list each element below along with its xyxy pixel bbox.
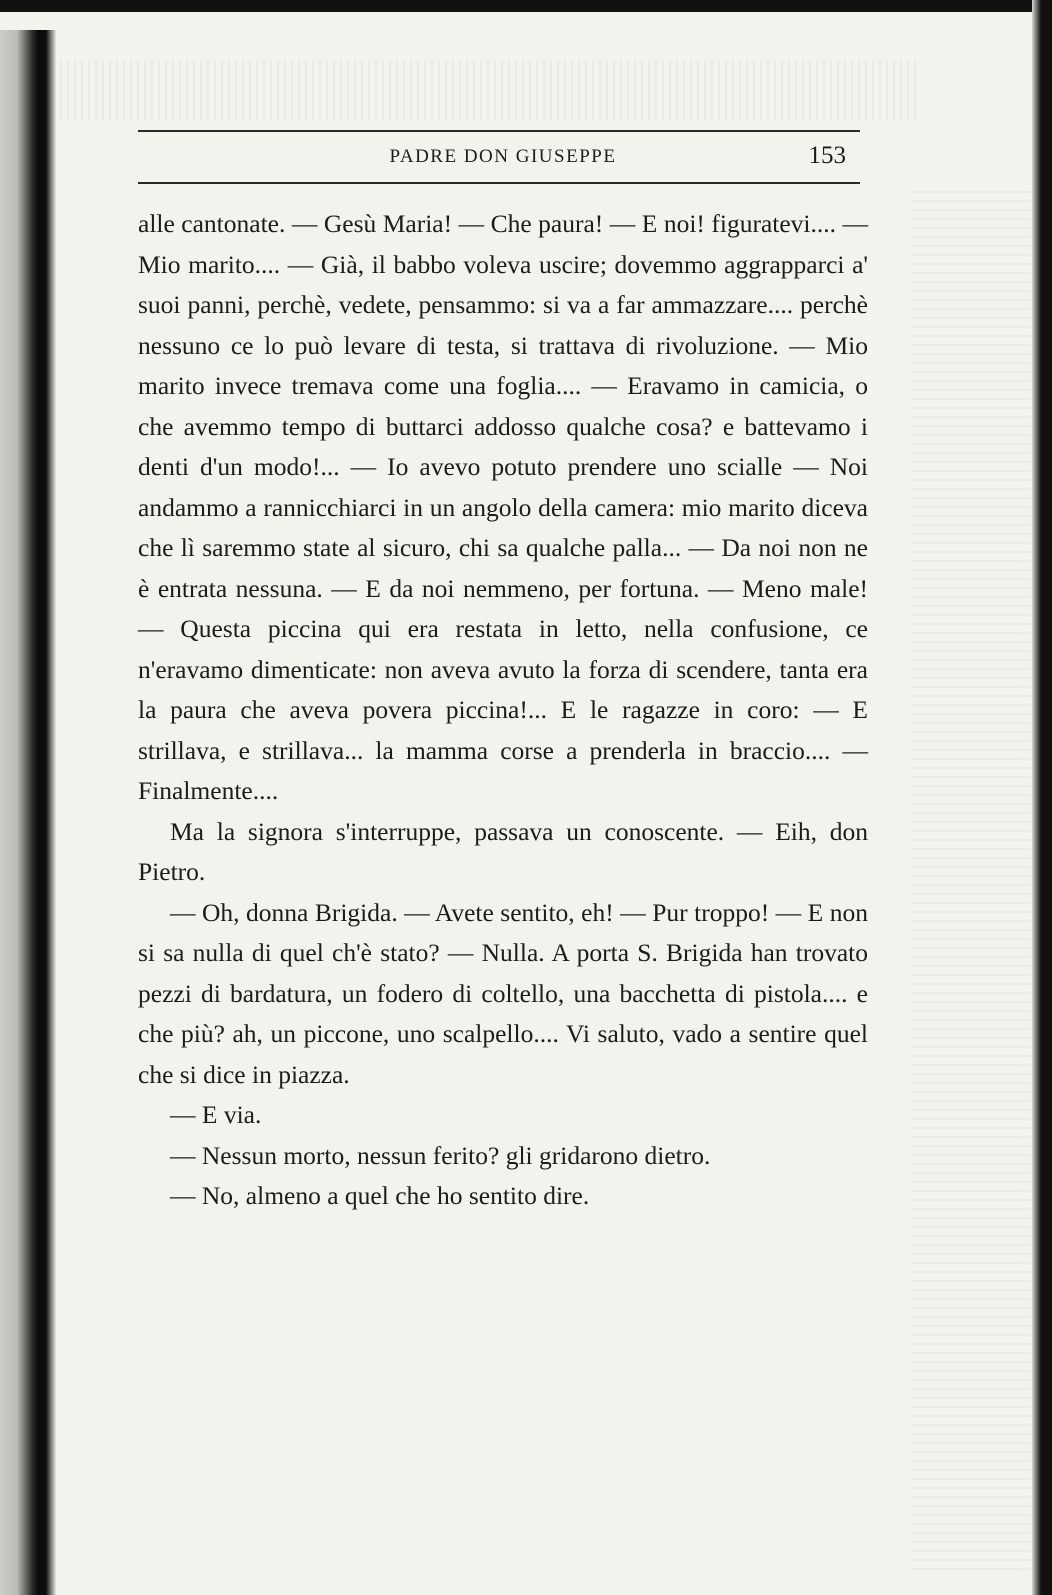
scan-edge-top xyxy=(0,0,1052,12)
book-binding-shadow xyxy=(0,30,56,1595)
book-page xyxy=(138,130,868,1217)
page-number: 153 xyxy=(808,142,846,169)
scan-edge-right xyxy=(1032,0,1052,1595)
header-rule-bottom xyxy=(138,182,860,184)
paragraph: alle cantonate. — Gesù Maria! — Che paura! — E noi! figuratevi.... — Mio marito.... — Già, il babbo voleva uscire; dovemmo aggrapparci a' suoi panni, perchè, vedete, pensammo: si va a far ammazzare.... perchè nessuno ce lo può levare di testa, si trattava di rivoluzione. — Mio marito invece tremava come una foglia.... — Eravamo in camicia, o che avemmo tempo di buttarci addosso qualche cosa? e battevamo i denti d'un modo!... — Io avevo potuto prendere uno scialle — Noi andammo a rannicchiarci in un angolo della camera: mio marito diceva che lì saremmo state al sicuro, chi sa qualche palla... — Da noi non ne è entrata nessuna. — E da noi nemmeno, per fortuna. — Meno male! — Questa piccina qui era restata in letto, nella confusione, ce n'eravamo dimenticate: non aveva avuto la forza di scendere, tanta era la paura che aveva povera piccina!... E le ragazze in coro: — E strillava, e strillava... la mamma corse a prenderla in braccio.... — Finalmente.... xyxy=(138,209,868,805)
paragraph: — E via. xyxy=(170,1100,262,1129)
body-text xyxy=(138,204,868,1217)
paragraph: Ma la signora s'interruppe, passava un conoscente. — Eih, don Pietro. xyxy=(138,816,868,886)
paper-texture-top xyxy=(60,60,920,120)
paper-texture-right xyxy=(910,190,1030,1570)
paragraph: — No, almeno a quel che ho sentito dire. xyxy=(170,1181,590,1210)
page-header xyxy=(138,132,868,182)
running-title: PADRE DON GIUSEPPE xyxy=(389,146,617,167)
paragraph: — Oh, donna Brigida. — Avete sentito, eh! — Pur troppo! — E non si sa nulla di quel ch'è stato? — Nulla. A porta S. Brigida han trovato pezzi di bardatura, un fodero di coltello, una bacchetta di pistola.... e che più? ah, un piccone, uno scalpello.... Vi saluto, vado a sentire quel che si dice in piazza. xyxy=(138,897,868,1089)
paragraph: — Nessun morto, nessun ferito? gli gridarono dietro. xyxy=(170,1140,711,1170)
